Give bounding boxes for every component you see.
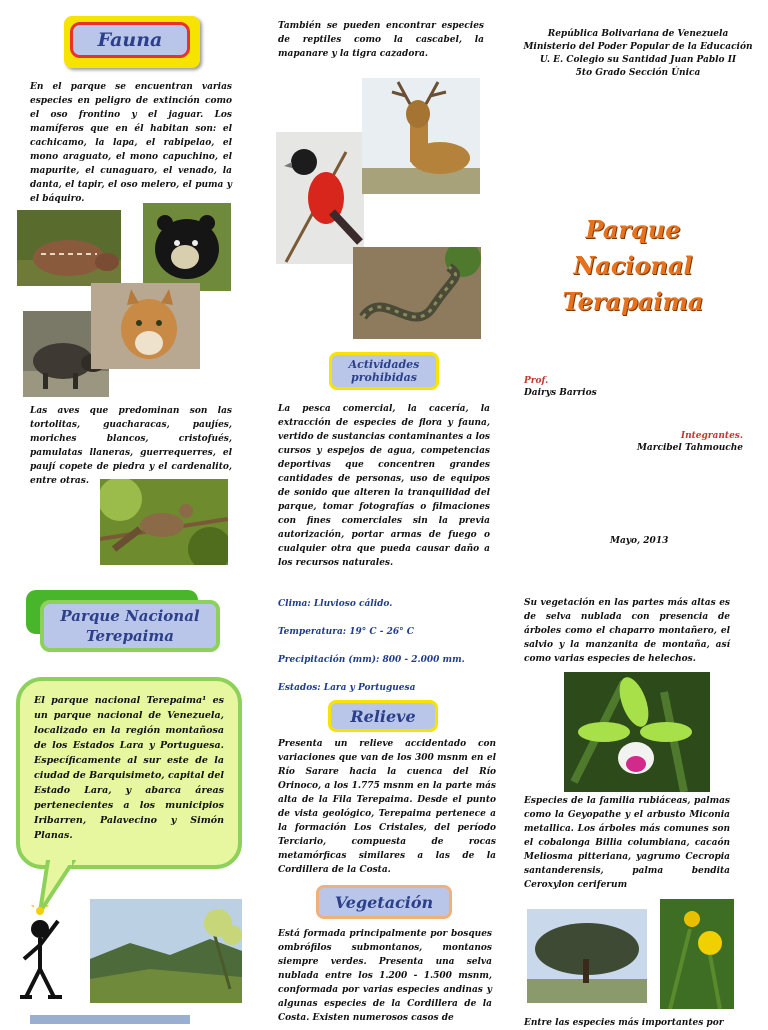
climate-info [278, 597, 490, 695]
vegetacion-text: Está formada principalmente por bosques ombrófilos submontanos, montanos siempre verdes. Presenta una selva nublada entre los 1.200 - 1.500 msnm, conformada por varias especies andinas y algunas especies de la Cordillera de la Costa. Existen numerosos casos de [278, 929, 492, 1023]
temp-row: Temperatura: 19° C - 26° C [278, 627, 414, 637]
tree-photo [527, 909, 647, 1003]
snake-photo [353, 247, 481, 339]
deer-photo [362, 78, 480, 194]
cover-title [548, 212, 718, 320]
bear-photo [143, 203, 231, 291]
paca-photo [17, 210, 121, 286]
clima-row: Clima: Lluvioso cálido. [278, 599, 393, 609]
prohibited-text: La pesca comercial, la cacería, la extracción de especies de flora y fauna, vertido de sustancias contaminantes a los cursos y espejos de agua, competencias deportivas que concentren grandes cantidades de personas, uso de equipos de sonido que alteren la tranquilidad del parque, tomar fotografías o filmaciones con fines comerciales sin la previa autorización, portar armas de fuego o cualquier otra que pueda causar daño a los recursos naturales. [278, 404, 490, 568]
puma-photo [91, 283, 200, 369]
estados-row: Estados: Lara y Portuguesa [278, 683, 416, 693]
title-line3: Terapaima [562, 287, 704, 316]
park-banner-label: Parque Nacional Terepaima [40, 600, 220, 652]
speech-bubble [16, 677, 242, 869]
members-label: Integrantes. [680, 431, 743, 441]
cover-date: Mayo, 2013 [610, 536, 669, 546]
orchid-photo [564, 672, 710, 792]
prof-label: Prof. [524, 376, 549, 386]
birds-text: Las aves que predominan son las tortolitas, guacharacas, paujíes, moriches blancos, cristofués, pamulatas llaneras, guerrequerres, el paují copete de piedra y el cardenalito, entre otras. [30, 406, 232, 486]
mountain-photo [90, 899, 242, 1003]
header-line1: República Bolivariana de Venezuela [547, 29, 729, 39]
reptiles-text: También se pueden encontrar especies de reptiles como la cascabel, la mapanare y la tigra cazadora. [278, 21, 484, 59]
bubble-text: El parque nacional Terepaima¹ es un parque nacional de Venezuela, localizado en la región montañosa de los Estados Lara y Portuguesa. Específicamente al sur este de la ciudad de Barquisimeto, capital del Estado Lara, y abarca áreas pertenecientes a los municipios Iribarren, Palavecino y Simón Planas. [34, 695, 224, 841]
school-header [518, 28, 758, 80]
fauna-header [64, 16, 200, 68]
member-name: Marcibel Tahmouche [636, 443, 743, 453]
relieve-label: Relieve [328, 700, 438, 732]
header-line2: Ministerio del Poder Popular de la Educación [523, 42, 753, 52]
precip-row: Precipitación (mm): 800 - 2.000 mm. [278, 655, 465, 665]
vegetacion-label: Vegetación [316, 885, 452, 919]
highland-veg-text: Su vegetación en las partes más altas es de selva nublada con presencia de árboles como el chaparro montañero, el salvio y la manzanita de montaña, así como varias especies de helechos. [524, 598, 730, 664]
header-line3: U. E. Colegio su Santidad Juan Pablo II [539, 55, 737, 65]
yellow-flower-photo [660, 899, 734, 1009]
park-banner [26, 590, 222, 656]
title-line1: Parque [585, 215, 681, 244]
title-line2: Nacional [573, 251, 693, 280]
bottom-text: Entre las especies más importantes por [524, 1018, 724, 1028]
stick-figure-icon [20, 905, 68, 1003]
relieve-text: Presenta un relieve accidentado con variaciones que van de los 300 msnm en el Río Sarare hacia la cuenca del Río Orinoco, a los 1.775 msnm en la parte más alta de la Fila Terepaima. Desde el punto de vista geológico, Terepaima pertenece a la formación Los Cristales, del período Terciario, compuesta de rocas metamórficas similares a las de la Cordillera de la Costa. [278, 739, 496, 875]
prohibited-label: Actividades prohibidas [329, 352, 439, 390]
cardinal-photo [276, 132, 364, 264]
fauna-text: En el parque se encuentran varias especies en peligro de extinción como el oso frontino y el jaguar. Los mamíferos que en él habitan son: el cachicamo, la lapa, el rabipelao, el mono araguato, el mono capuchino, el mapurite, el cunaguaro, el venado, la danta, el tapir, el oso melero, el puma y el báquiro. [30, 82, 232, 204]
header-line4: 5to Grado Sección Única [575, 68, 701, 78]
species-text: Especies de la familia rubiáceas, palmas como la Geyopathe y el arbusto Miconia metallica. Los árboles más comunes son el cobalonga Billia columbiana, cacaón Meliosma pitteriana, yagrumo Cecropia santanderensis, palma bendita Ceroxylon ceriferum [524, 796, 730, 890]
prof-name: Dairys Barrios [524, 388, 597, 398]
fauna-label: Fauna [70, 22, 190, 58]
guacharaca-photo [100, 479, 228, 565]
